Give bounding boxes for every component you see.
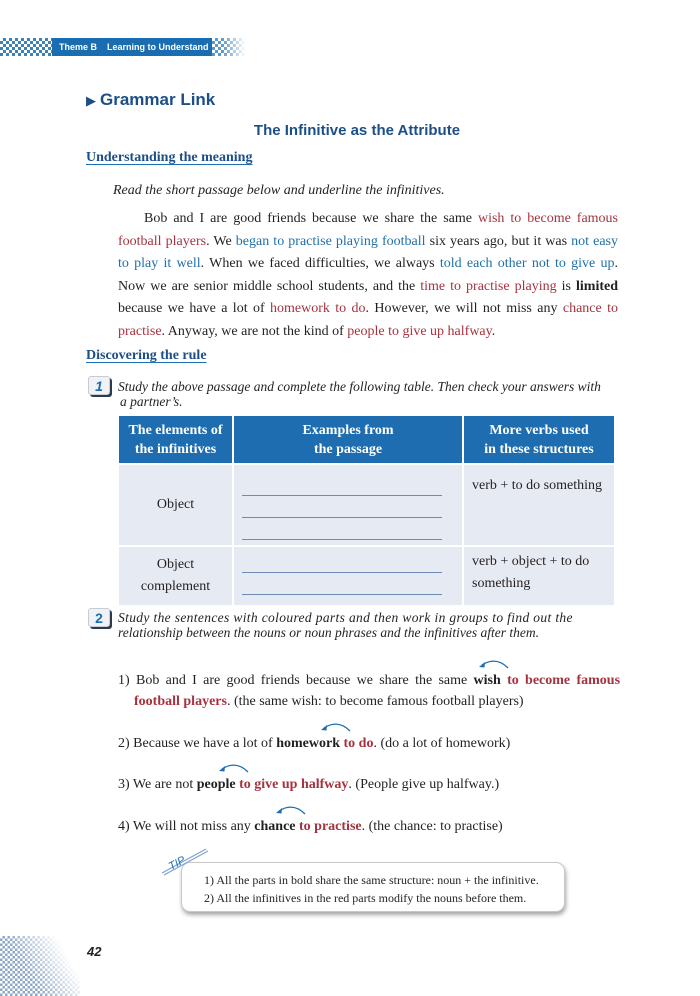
checker-pattern-right <box>212 38 246 56</box>
task1-instruction <box>118 379 618 409</box>
passage-highlight-red: chance to practise <box>118 301 618 339</box>
task-number-badge-1: 1 <box>88 376 110 395</box>
tip-box <box>181 862 565 912</box>
triangle-right-icon: ▶ <box>86 93 96 108</box>
element-cell: Object complement <box>119 546 233 605</box>
example-infinitive: to practise <box>299 819 362 834</box>
understanding-instruction: Read the short passage below and underline the infinitives. <box>113 183 445 198</box>
tip-line-2: 2) All the infinitives in the red parts modify the nouns before them. <box>204 890 527 905</box>
example-noun: homework <box>276 736 341 751</box>
answer-blank[interactable] <box>242 573 442 595</box>
curved-arrow-icon <box>273 804 307 816</box>
passage-bold: limited <box>576 278 618 294</box>
curved-arrow-icon <box>216 762 250 774</box>
answer-blank[interactable] <box>242 518 442 540</box>
passage-segment: is <box>556 278 576 294</box>
task2-instruction <box>118 610 618 640</box>
passage-segment: . When we faced difficulties, we always <box>200 256 440 271</box>
examples-cell <box>233 464 463 546</box>
example-infinitive: to become famous <box>507 673 621 688</box>
discovering-heading: Discovering the rule <box>86 348 207 363</box>
tip-tag-icon <box>160 846 210 876</box>
passage-segment: . We <box>206 233 236 249</box>
example-item-1: 1) Bob and I are good friends because we share the same wish to become famous football players. (the same wish: to become famous football players) <box>118 670 620 712</box>
element-cell: Object <box>119 464 233 546</box>
curved-arrow-icon <box>476 658 510 670</box>
passage-segment: . Now we are senior middle school students, and the <box>118 256 618 294</box>
table-header-examples: Examples from the passage <box>233 416 463 464</box>
page-number: 42 <box>87 944 102 959</box>
infinitive-elements-table <box>119 416 614 605</box>
answer-blank[interactable] <box>242 551 442 573</box>
example-item-4: 4) We will not miss any chance to practise. (the chance: to practise) <box>118 816 620 837</box>
task1-line1: Study the above passage and complete the following table. Then check your answers with <box>118 379 601 394</box>
answer-blank[interactable] <box>242 496 442 518</box>
example-item-2: 2) Because we have a lot of homework to do. (do a lot of homework) <box>118 733 620 754</box>
example-infinitive: to give up halfway <box>239 777 349 792</box>
table-row <box>119 546 614 605</box>
table-header-elements: The elements of the infinitives <box>119 416 233 464</box>
section-label-text: Grammar Link <box>100 90 216 109</box>
theme-header-bar <box>0 38 250 56</box>
task-number-badge-2: 2 <box>88 608 110 627</box>
task2-line2: relationship between the nouns or noun phrases and the infinitives after them. <box>118 625 539 640</box>
tip-line-1: 1) All the parts in bold share the same structure: noun + the infinitive. <box>204 873 539 887</box>
passage-segment: . Anyway, we are not the kind of <box>161 323 348 339</box>
table-header-row <box>119 416 614 464</box>
theme-title: Learning to Understand <box>107 42 209 52</box>
passage-segment: . <box>491 323 496 339</box>
checker-pattern-bottom <box>0 936 80 996</box>
checker-pattern-left <box>0 38 52 56</box>
more-verbs-cell: verb + to do something <box>463 464 614 546</box>
passage-highlight-blue: began to practise playing football <box>235 233 426 249</box>
task2-line1: Study the sentences with coloured parts and then work in groups to find out the <box>118 610 573 625</box>
page-title: The Infinitive as the Attribute <box>253 122 461 139</box>
section-label <box>86 90 215 110</box>
passage-highlight-red: homework to do <box>270 301 366 316</box>
example-infinitive: to do <box>343 736 374 751</box>
task1-line2: a partner’s. <box>120 394 183 409</box>
answer-blank[interactable] <box>242 474 442 496</box>
passage-segment: because we have a lot of <box>118 301 271 316</box>
svg-text:TIP: TIP <box>166 854 188 873</box>
passage-highlight-blue: not easy to play it well <box>118 233 619 271</box>
passage-highlight-red: wish to become famous football players <box>118 211 619 249</box>
example-noun: people <box>196 777 236 792</box>
passage-highlight-red: time to practise playing <box>420 278 557 294</box>
passage-highlight-blue: told each other not to give up <box>439 256 615 271</box>
example-noun: chance <box>254 819 296 834</box>
example-noun: wish <box>473 673 501 688</box>
passage-segment: . However, we will not miss any <box>365 301 563 316</box>
passage-highlight-red: people to give up halfway <box>347 323 492 339</box>
example-infinitive: football players <box>134 694 227 709</box>
examples-cell <box>233 546 463 605</box>
theme-label <box>52 38 212 56</box>
example-item-3: 3) We are not people to give up halfway. (People give up halfway.) <box>118 774 620 795</box>
passage-segment: six years ago, but it was <box>425 233 572 249</box>
more-verbs-cell: verb + object + to do something <box>463 546 614 605</box>
understanding-heading: Understanding the meaning <box>86 150 253 165</box>
passage-segment: Bob and I are good friends because we share the same <box>144 211 478 226</box>
curved-arrow-icon <box>318 721 352 733</box>
table-header-more-verbs: More verbs used in these structures <box>463 416 614 464</box>
reading-passage <box>118 208 618 343</box>
theme-id: Theme B <box>59 42 98 52</box>
table-row <box>119 464 614 546</box>
